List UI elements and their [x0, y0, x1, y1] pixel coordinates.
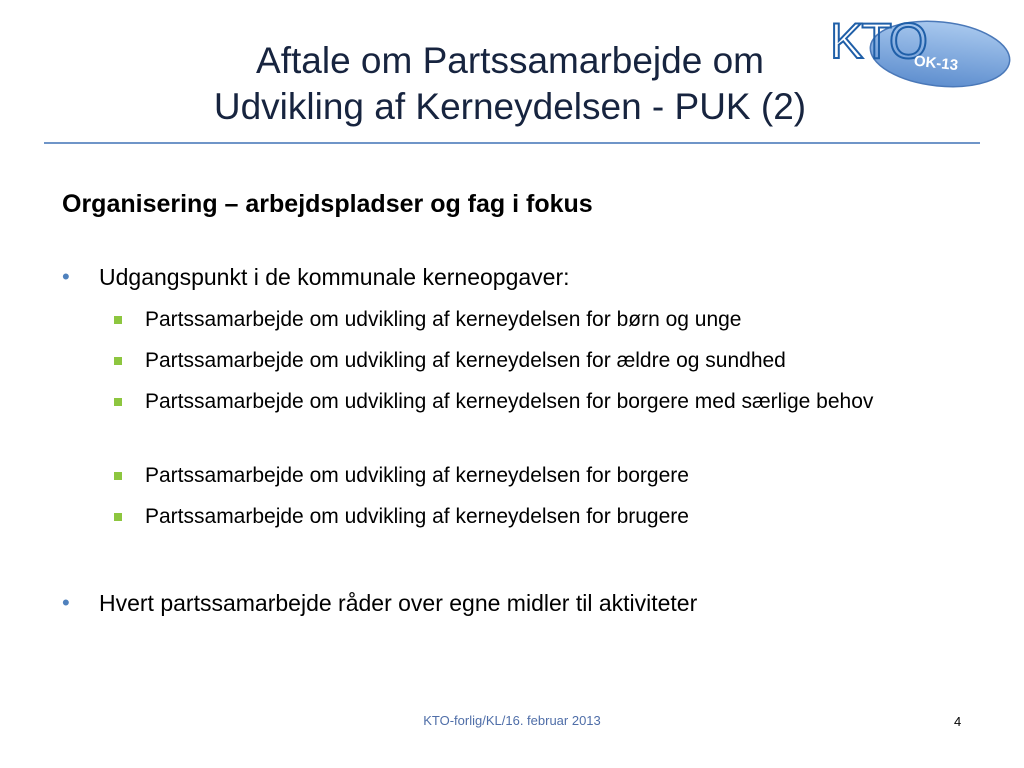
sub-bullet-text: Partssamarbejde om udvikling af kerneydelsen for borgere med særlige behov	[145, 390, 874, 413]
sub-bullet-text: Partssamarbejde om udvikling af kerneydelsen for brugere	[145, 505, 689, 528]
logo-badge-text: OK-13	[913, 52, 959, 75]
sub-bullet-item	[114, 345, 964, 377]
sub-bullet-item	[114, 304, 964, 336]
footer-text: KTO-forlig/KL/16. februar 2013	[423, 713, 601, 728]
bullet-dot-icon: •	[62, 590, 70, 615]
square-bullet-icon	[114, 398, 122, 406]
square-bullet-icon	[114, 357, 122, 365]
square-bullet-icon	[114, 513, 122, 521]
sub-bullet-item	[114, 501, 964, 533]
sub-bullet-item	[114, 386, 914, 418]
bullet-dot-icon: •	[62, 264, 70, 289]
square-bullet-icon	[114, 316, 122, 324]
bullet-text: Udgangspunkt i de kommunale kerneopgaver:	[99, 264, 570, 290]
bullet-item	[62, 263, 570, 291]
title-divider	[44, 142, 980, 144]
logo-main-text: KTO	[830, 13, 926, 69]
page-number: 4	[954, 714, 962, 729]
kto-ok13-logo	[828, 12, 1014, 92]
sub-bullet-text: Partssamarbejde om udvikling af kerneydelsen for børn og unge	[145, 308, 742, 331]
bullet-text: Hvert partssamarbejde råder over egne midler til aktiviteter	[99, 590, 698, 616]
slide-title-line-2: Udvikling af Kerneydelsen - PUK (2)	[213, 86, 807, 127]
sub-bullet-text: Partssamarbejde om udvikling af kerneydelsen for borgere	[145, 464, 689, 487]
section-subheading: Organisering – arbejdspladser og fag i fokus	[62, 190, 593, 218]
sub-bullet-text: Partssamarbejde om udvikling af kerneydelsen for ældre og sundhed	[145, 349, 786, 372]
sub-bullet-item	[114, 460, 964, 492]
slide-title-line-1: Aftale om Partssamarbejde om	[256, 40, 764, 81]
square-bullet-icon	[114, 472, 122, 480]
slide-title	[110, 38, 910, 130]
bullet-item	[62, 589, 697, 617]
